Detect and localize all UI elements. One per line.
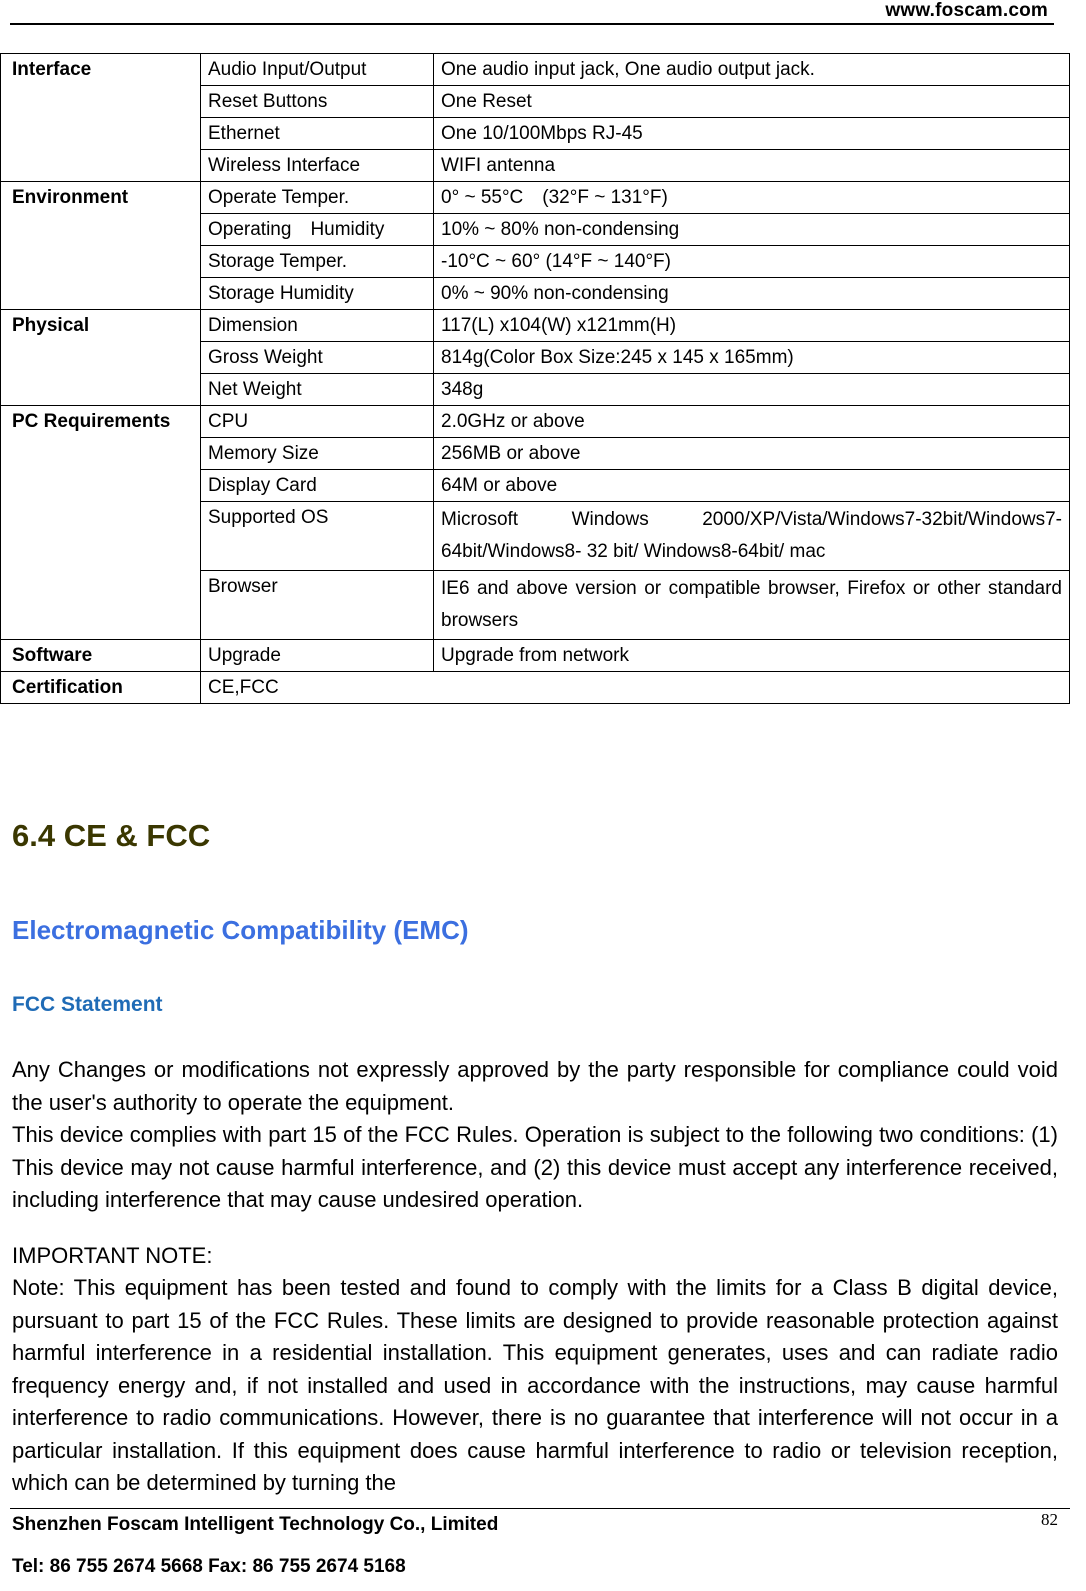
spec-table bbox=[0, 53, 1070, 704]
category-cell: Physical bbox=[1, 310, 201, 406]
item-cell: CPU bbox=[201, 406, 434, 438]
item-cell: Upgrade bbox=[201, 640, 434, 672]
item-cell: Browser bbox=[201, 571, 434, 640]
item-cell: Display Card bbox=[201, 470, 434, 502]
page-number: 82 bbox=[1041, 1510, 1058, 1529]
item-cell: Audio Input/Output bbox=[201, 54, 434, 86]
table-row bbox=[1, 310, 1070, 342]
table-row bbox=[1, 640, 1070, 672]
item-cell: Supported OS bbox=[201, 502, 434, 571]
table-row bbox=[1, 672, 1070, 704]
item-cell: Memory Size bbox=[201, 438, 434, 470]
item-cell: Reset Buttons bbox=[201, 86, 434, 118]
item-cell: Operating Humidity bbox=[201, 214, 434, 246]
section-title: 6.4 CE & FCC bbox=[12, 818, 211, 853]
value-cell: Microsoft Windows 2000/XP/Vista/Windows7-32bit/Windows7-64bit/Windows8- 32 bit/ Windows8-64bit/ mac bbox=[434, 502, 1070, 571]
value-cell: 10% ~ 80% non-condensing bbox=[434, 214, 1070, 246]
value-cell: 2.0GHz or above bbox=[434, 406, 1070, 438]
item-cell: Ethernet bbox=[201, 118, 434, 150]
category-cell: Environment bbox=[1, 182, 201, 310]
value-cell: 814g(Color Box Size:245 x 145 x 165mm) bbox=[434, 342, 1070, 374]
header-url: www.foscam.com bbox=[885, 0, 1048, 21]
item-cell: Wireless Interface bbox=[201, 150, 434, 182]
value-cell: WIFI antenna bbox=[434, 150, 1070, 182]
value-cell: 348g bbox=[434, 374, 1070, 406]
value-cell: 0° ~ 55°C (32°F ~ 131°F) bbox=[434, 182, 1070, 214]
item-cell: Storage Temper. bbox=[201, 246, 434, 278]
category-cell: Software bbox=[1, 640, 201, 672]
value-cell: One Reset bbox=[434, 86, 1070, 118]
footer-contact: Tel: 86 755 2674 5668 Fax: 86 755 2674 5168 bbox=[12, 1556, 406, 1577]
paragraph-class-b: Note: This equipment has been tested and found to comply with the limits for a Class B digital device, pursuant to part 15 of the FCC Rules. These limits are designed to provide reasonable protection against harmful interference in a residential installation. This equipment generates, uses and can radiate radio frequency energy and, if not installed and used in accordance with the instructions, may cause harmful interference to radio communications. However, there is no guarantee that interference will not occur in a particular installation. If this equipment does cause harmful interference to radio or television reception, which can be determined by turning the bbox=[12, 1275, 1058, 1495]
paragraph-part15: This device complies with part 15 of the FCC Rules. Operation is subject to the following two conditions: (1) This device may not cause harmful interference, and (2) this device must accept any interference received, including interference that may cause undesired operation. bbox=[12, 1122, 1058, 1212]
value-cell: 0% ~ 90% non-condensing bbox=[434, 278, 1070, 310]
header-divider bbox=[10, 23, 1054, 25]
paragraph-modifications: Any Changes or modifications not expressly approved by the party responsible for compliance could void the user's authority to operate the equipment. bbox=[12, 1057, 1058, 1115]
category-cell: Certification bbox=[1, 672, 201, 704]
table-row bbox=[1, 182, 1070, 214]
item-cell: Dimension bbox=[201, 310, 434, 342]
emc-heading: Electromagnetic Compatibility (EMC) bbox=[12, 915, 469, 945]
important-note-label: IMPORTANT NOTE: bbox=[12, 1243, 213, 1268]
value-cell: 64M or above bbox=[434, 470, 1070, 502]
value-cell: Upgrade from network bbox=[434, 640, 1070, 672]
item-cell: Storage Humidity bbox=[201, 278, 434, 310]
value-cell: -10°C ~ 60° (14°F ~ 140°F) bbox=[434, 246, 1070, 278]
value-cell: One audio input jack, One audio output jack. bbox=[434, 54, 1070, 86]
item-cell: Net Weight bbox=[201, 374, 434, 406]
category-cell: Interface bbox=[1, 54, 201, 182]
fcc-statement-heading: FCC Statement bbox=[12, 993, 163, 1016]
table-row bbox=[1, 406, 1070, 438]
item-cell: Gross Weight bbox=[201, 342, 434, 374]
category-cell: PC Requirements bbox=[1, 406, 201, 640]
value-cell: IE6 and above version or compatible browser, Firefox or other standard browsers bbox=[434, 571, 1070, 640]
value-cell: 256MB or above bbox=[434, 438, 1070, 470]
value-cell: 117(L) x104(W) x121mm(H) bbox=[434, 310, 1070, 342]
value-cell: CE,FCC bbox=[201, 672, 1070, 704]
table-row bbox=[1, 54, 1070, 86]
item-cell: Operate Temper. bbox=[201, 182, 434, 214]
footer-divider bbox=[10, 1508, 1070, 1509]
value-cell: One 10/100Mbps RJ-45 bbox=[434, 118, 1070, 150]
footer-company: Shenzhen Foscam Intelligent Technology Co., Limited bbox=[12, 1514, 499, 1535]
